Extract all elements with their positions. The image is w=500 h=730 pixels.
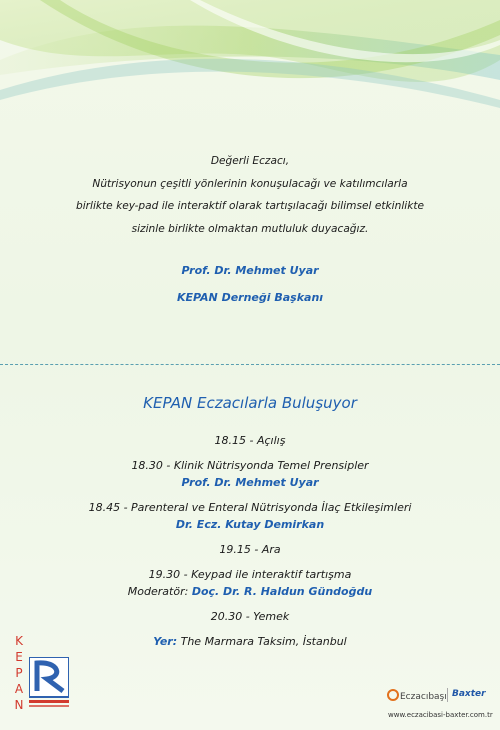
signature-name: Prof. Dr. Mehmet Uyar xyxy=(181,264,319,277)
program-list xyxy=(0,432,500,650)
signature-title: KEPAN Derneği Başkanı xyxy=(176,291,324,304)
eczacibasi-ring-icon xyxy=(387,689,399,701)
logo-separator xyxy=(447,688,448,702)
venue-label: Yer: xyxy=(153,635,178,648)
kepan-emblem-icon xyxy=(29,657,69,717)
letter-line: sizinle birlikte olmaktan mutluluk duyacağız. xyxy=(131,222,369,235)
eczacibasi-logo: Eczacıbaşı xyxy=(387,689,447,702)
sponsor-logos xyxy=(382,688,490,704)
kepan-vertical-letters: K E P A N xyxy=(14,634,24,712)
baxter-logo: Baxter xyxy=(452,689,486,699)
program-item xyxy=(0,432,500,449)
venue-text: The Marmara Taksim, İstanbul xyxy=(180,635,347,648)
program-item-text: 18.15 - Açılış xyxy=(214,434,286,447)
letter-line: birlikte key-pad ile interaktif olarak tartışılacağı bilimsel etkinlikte xyxy=(75,200,425,212)
signature xyxy=(0,257,500,311)
greeting-letter xyxy=(0,150,500,240)
letter-line: Nütrisyonun çeşitli yönlerinin konuşulacağı ve katılımcılarla xyxy=(92,177,408,190)
program-item xyxy=(0,608,500,625)
program-item-text: 18.30 - Klinik Nütrisyonda Temel Prensipler xyxy=(131,459,369,472)
program-title: KEPAN Eczacılarla Buluşuyor xyxy=(143,394,357,412)
program-item-text: 18.45 - Parenteral ve Enteral Nütrisyonda İlaç Etkileşimleri xyxy=(88,501,412,514)
letter-salutation: Değerli Eczacı, xyxy=(210,155,290,167)
speaker-name: Prof. Dr. Mehmet Uyar xyxy=(181,476,319,489)
venue-line xyxy=(0,633,500,650)
moderator-line xyxy=(0,583,500,600)
website-url[interactable]: www.eczacibasi-baxter.com.tr xyxy=(388,711,493,719)
speaker-name: Dr. Ecz. Kutay Demirkan xyxy=(175,518,325,531)
dashed-divider xyxy=(0,364,500,365)
moderator-name: Doç. Dr. R. Haldun Gündoğdu xyxy=(191,585,373,598)
program-item xyxy=(0,457,500,491)
program-item xyxy=(0,499,500,533)
program-item-text: 19.15 - Ara xyxy=(219,543,281,556)
kepan-logo xyxy=(13,633,71,729)
program-item xyxy=(0,541,500,558)
program-item-text: 20.30 - Yemek xyxy=(210,610,290,623)
moderator-label: Moderatör: xyxy=(127,585,189,598)
program-item-text: 19.30 - Keypad ile interaktif tartışma xyxy=(148,568,352,581)
program-item xyxy=(0,566,500,600)
